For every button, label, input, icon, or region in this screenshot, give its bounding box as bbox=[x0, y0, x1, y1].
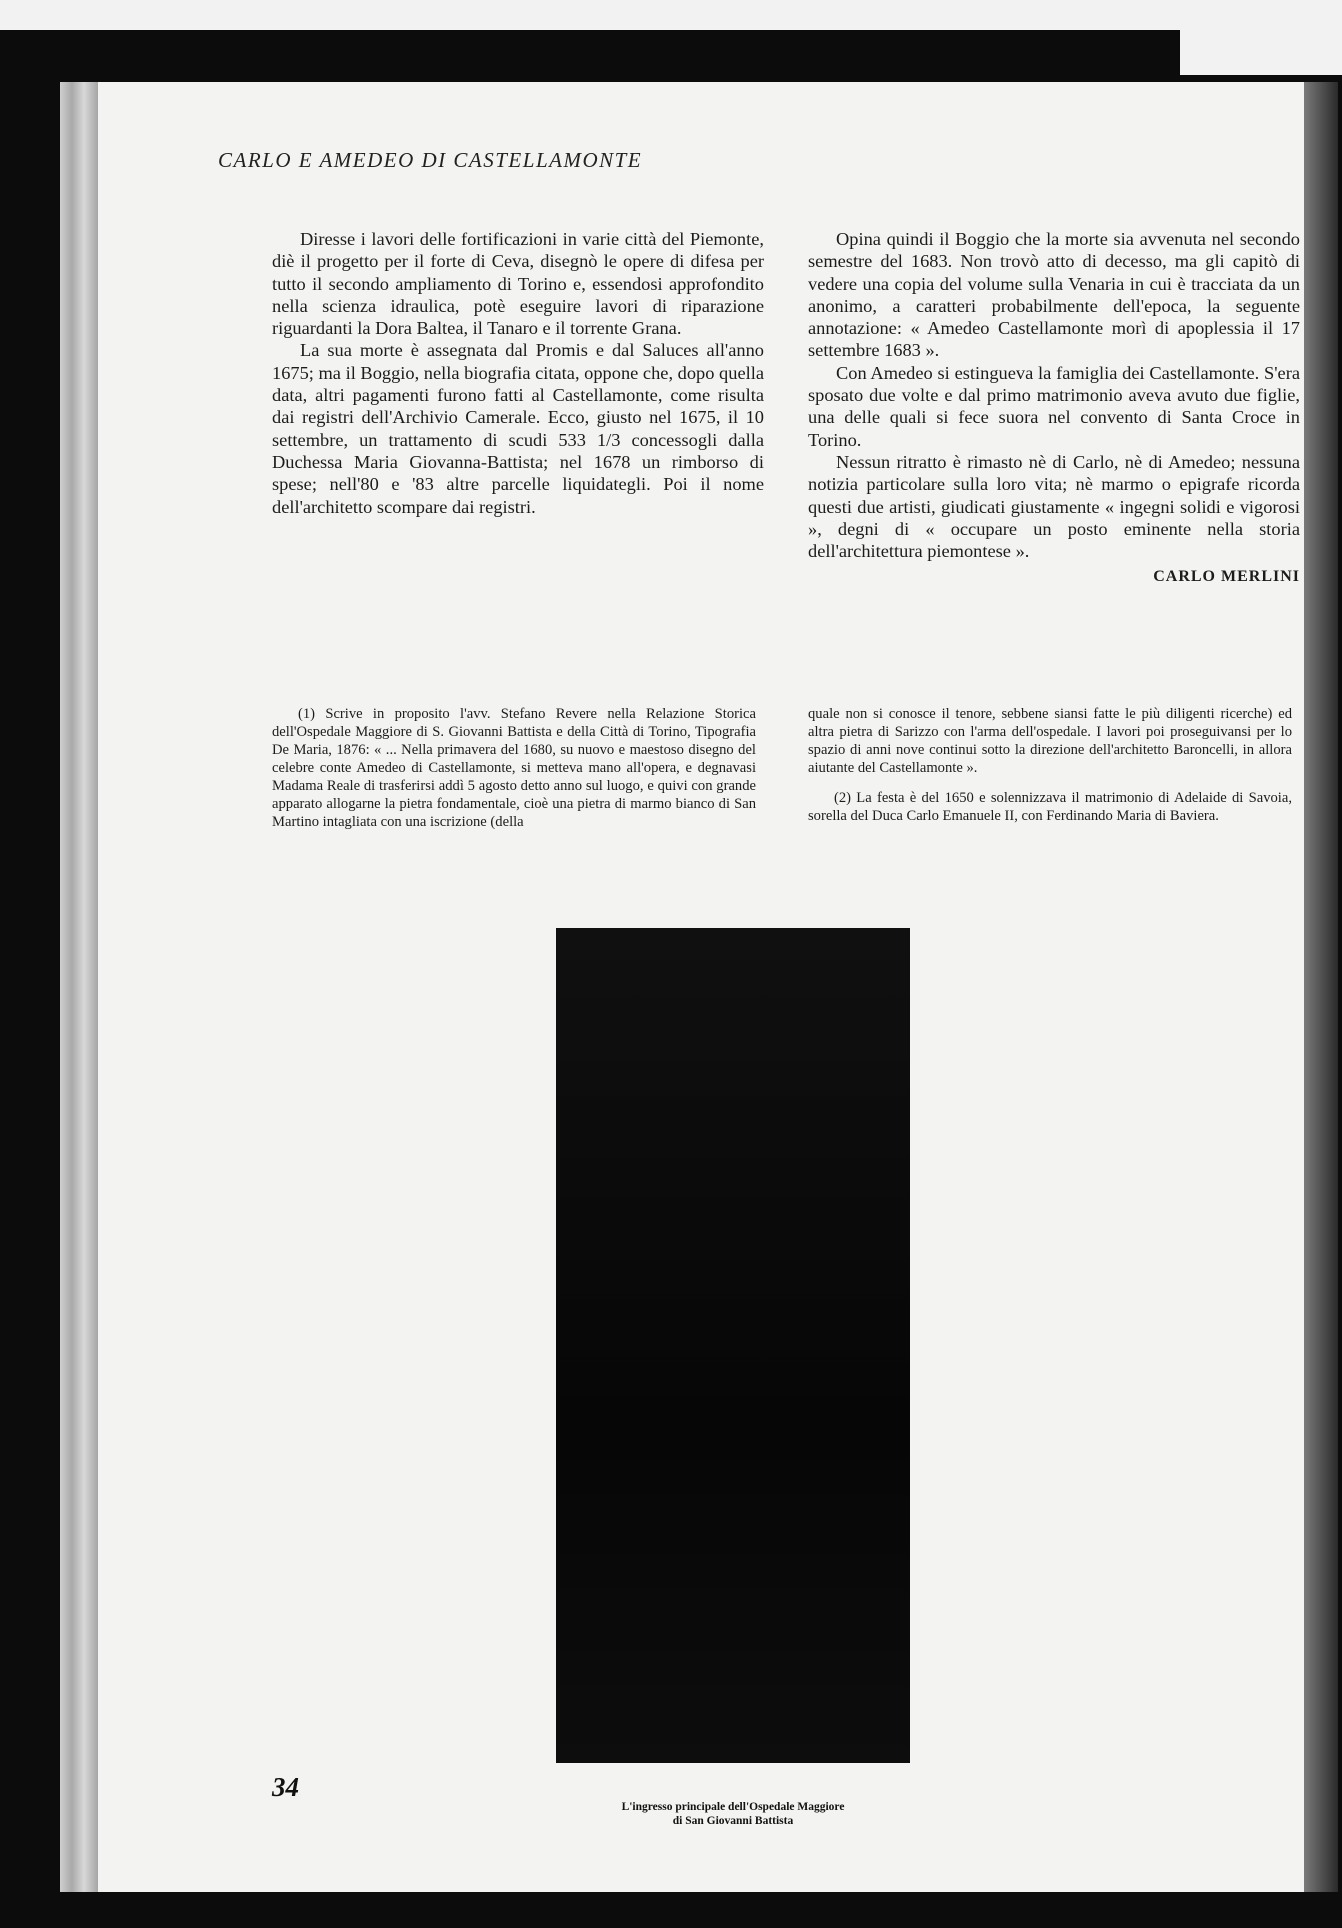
paragraph: Con Amedeo si estingueva la famiglia dei Castellamonte. S'era sposato due volte e dal primo matrimonio aveva avuto due figlie, una delle quali si fece suora nel convento di Santa Croce in Torino. bbox=[808, 362, 1300, 450]
author-signature: CARLO MERLINI bbox=[1153, 568, 1300, 586]
caption-line: L'ingresso principale dell'Ospedale Maggiore bbox=[621, 1801, 845, 1813]
scan-border-top bbox=[0, 0, 1342, 30]
footnote-1: (1) Scrive in proposito l'avv. Stefano Revere nella Relazione Storica dell'Ospedale Maggiore di S. Giovanni Battista e della Città di Torino, Tipografia De Maria, 1876: « ... Nella primavera del 1680, su nuovo e maestoso disegno del celebre conte Amedeo di Castellamonte, si metteva mano all'opera, e degnavasi Madama Reale di trasferirsi addì 5 agosto detto anno sul luogo, e quivi con grande apparato allogarne la pietra fondamentale, cioè una pietra di marmo bianco di San Martino intagliata con una iscrizione (della bbox=[272, 706, 756, 830]
running-title: CARLO E AMEDEO DI CASTELLAMONTE bbox=[218, 148, 643, 172]
scan-border-corner bbox=[1180, 0, 1342, 75]
paragraph: Diresse i lavori delle fortificazioni in varie città del Piemonte, diè il progetto per il forte di Ceva, disegnò le opere di difesa per tutto il secondo ampliamento di Torino e, essendosi approfondito nella scienza idraulica, potè eseguire lavori di riparazione riguardanti la Dora Baltea, il Tanaro e il torrente Grana. bbox=[272, 229, 764, 339]
page-stack-edge bbox=[60, 82, 100, 1892]
footnotes-right bbox=[808, 705, 1292, 825]
caption-line: di San Giovanni Battista bbox=[672, 1815, 794, 1827]
page-shadow-edge bbox=[1304, 82, 1338, 1892]
text-column-left bbox=[272, 228, 764, 518]
paragraph: La sua morte è assegnata dal Promis e dal Saluces all'anno 1675; ma il Boggio, nella biografia citata, oppone che, dopo quella data, altri pagamenti furono fatti al Castellamonte, come risulta dai registri dell'Archivio Camerale. Ecco, giusto nel 1675, il 10 settembre, un trattamento di scudi 533 1/3 concessogli dalla Duchessa Maria Giovanna-Battista; nel 1678 un rimborso di spese; nell'80 e '83 altre parcelle liquidategli. Poi il nome dell'architetto scompare dai registri. bbox=[272, 340, 764, 517]
footnote-1-continued: quale non si conosce il tenore, sebbene siansi fatte le più diligenti ricerche) ed altra pietra di Sarizzo con l'arma dell'ospedale. I lavori poi proseguivansi per lo spazio di anni nove continui sotto la direzione dell'architetto Baroncelli, in allora aiutante del Castellamonte ». bbox=[808, 706, 1292, 776]
page-number: 34 bbox=[272, 1772, 299, 1802]
photograph-entrance bbox=[556, 928, 910, 1763]
footnote-2: (2) La festa è del 1650 e solennizzava il matrimonio di Adelaide di Savoia, sorella del Duca Carlo Emanuele II, con Ferdinando Maria di Baviera. bbox=[808, 790, 1292, 824]
figure-caption bbox=[560, 1800, 906, 1828]
text-column-right bbox=[808, 228, 1300, 589]
paragraph: Opina quindi il Boggio che la morte sia avvenuta nel secondo semestre del 1683. Non trovò atto di decesso, ma gli capitò di vedere una copia del volume sulla Venaria in cui è tracciata da un anonimo, a caratteri probabilmente dell'epoca, la seguente annotazione: « Amedeo Castellamonte morì di apoplessia il 17 settembre 1683 ». bbox=[808, 229, 1300, 361]
footnotes-left bbox=[272, 705, 756, 831]
paragraph: Nessun ritratto è rimasto nè di Carlo, nè di Amedeo; nessuna notizia particolare sulla loro vita; nè marmo o epigrafe ricorda questi due artisti, giudicati giustamente « ingegni solidi e vigorosi », degni di « occupare un posto eminente nella storia dell'architettura piemontese ». bbox=[808, 451, 1300, 562]
